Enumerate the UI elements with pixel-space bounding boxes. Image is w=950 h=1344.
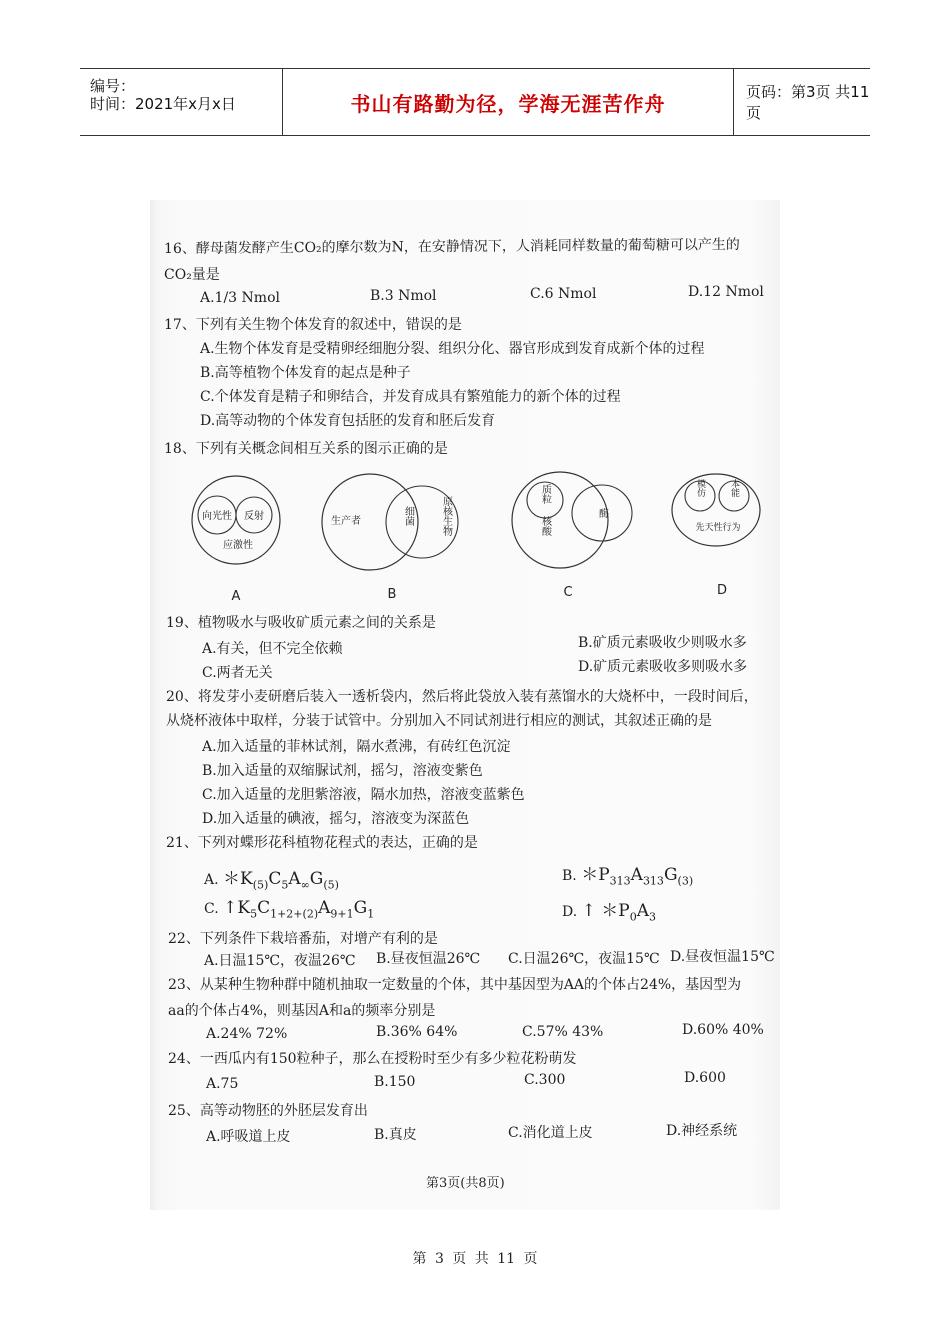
q25-option-d: D.神经系统 [666,1123,738,1139]
q24-option-d: D.600 [684,1070,726,1086]
q21-formula-a: $*K_{(5)}C_5A_\infty G_{(5)}$ [223,869,339,892]
q25-stem: 25、高等动物胚的外胚层发育出 [168,1103,368,1119]
q20-option-a: A.加入适量的菲林试剂，隔水煮沸，有砖红色沉淀 [202,739,511,755]
serial-number-label: 编号： [90,77,136,95]
diagram-d [672,474,760,546]
diagram-d-outer: 先天性行为 [695,523,741,533]
q18-stem: 18、下列有关概念间相互关系的图示正确的是 [164,441,448,457]
diagram-c-right: 酶 [599,509,609,520]
q23-option-c: C.57% 43% [522,1024,604,1040]
diagram-c-inner: 质粒 [539,484,551,504]
date-label: 时间：2021年x月x日 [90,95,236,113]
q19-option-d: D.矿质元素吸收多则吸水多 [578,659,748,675]
q24-stem: 24、一西瓜内有150粒种子，那么在授粉时至少有多少粒花粉萌发 [168,1051,577,1067]
q17-option-c: C.个体发育是精子和卵结合，并发育成具有繁殖能力的新个体的过程 [200,389,621,405]
q21-option-c [204,898,374,920]
diagram-b-right: 原核生物 [440,496,452,536]
q23-option-b: B.36% 64% [376,1024,458,1040]
scan-page-footer: 第3页(共8页) [426,1176,505,1191]
header-motto-cell [282,69,734,135]
q21-formula-c: $↑K_5C_{1+2+(2)}A_{9+1}G_1$ [223,898,375,921]
q23-option-a: A.24% 72% [206,1026,288,1042]
diagram-a-outer: 应激性 [223,540,253,551]
q23-stem-line1: 23、从某种生物种群中随机抽取一定数量的个体，其中基因型为AA的个体占24%，基因型为 [168,977,742,993]
q25-option-c: C.消化道上皮 [508,1125,593,1141]
diagram-d-left: 模仿 [695,479,705,497]
q23-stem-line2: aa的个体占4%，则基因A和a的频率分别是 [168,1003,436,1019]
q21-option-b-label: B. [562,868,577,884]
q22-option-a: A.日温15℃，夜温26℃ [204,953,356,969]
q21-stem: 21、下列对蝶形花科植物花程式的表达，正确的是 [166,835,478,851]
q25-option-b: B.真皮 [374,1127,417,1143]
q16-stem-line2: CO₂量是 [164,267,220,283]
q20-option-d: D.加入适量的碘液，摇匀，溶液变为深蓝色 [202,811,470,827]
q19-option-b: B.矿质元素吸收少则吸水多 [578,635,747,651]
q19-stem: 19、植物吸水与吸收矿质元素之间的关系是 [166,615,436,631]
q24-option-c: C.300 [524,1072,566,1088]
diagram-c-label: C [563,585,573,600]
q21-option-c-label: C. [204,901,219,917]
diagram-a [192,476,280,564]
q24-option-b: B.150 [374,1074,416,1090]
scanned-exam-page [150,200,780,1210]
diagram-a-left: 向光性 [202,511,232,522]
q16-option-b: B.3 Nmol [370,288,437,304]
q21-option-d [562,896,656,923]
q17-stem: 17、下列有关生物个体发育的叙述中，错误的是 [164,317,462,333]
motto-text: 书山有路勤为径，学海无涯苦作舟 [350,91,666,116]
diagram-b-label: B [387,587,397,602]
q22-stem: 22、下列条件下栽培番茄，对增产有利的是 [168,931,438,947]
q21-option-d-label: D. [562,904,578,920]
document-header [80,68,870,136]
q20-stem-line1: 20、将发芽小麦研磨后装入一透析袋内，然后将此袋放入装有蒸馏水的大烧杯中，一段时间后， [166,689,758,705]
q16-option-c: C.6 Nmol [530,286,597,302]
q20-option-b: B.加入适量的双缩脲试剂，摇匀，溶液变紫色 [202,763,483,779]
q22-option-b: B.昼夜恒温26℃ [376,951,481,967]
q16-stem-line1: 16、酵母菌发酵产生CO₂的摩尔数为N，在安静情况下，人消耗同样数量的葡萄糖可以产生的 [163,236,740,258]
q22-option-c: C.日温26℃，夜温15℃ [508,951,660,967]
diagram-b [322,474,458,570]
q23-option-d: D.60% 40% [682,1022,764,1038]
diagram-a-right: 反射 [244,511,264,522]
q21-option-b [562,860,693,887]
q16-option-a: A.1/3 Nmol [200,290,280,306]
q22-option-d: D.昼夜恒温15℃ [670,949,775,965]
header-meta-cell [80,69,282,135]
q17-option-b: B.高等植物个体发育的起点是种子 [200,365,411,381]
diagram-b-middle: 细菌 [402,506,414,526]
q21-formula-d: ↑ $*P_0A_3$ [581,901,657,924]
diagram-c-outer: 核酸 [539,516,551,536]
diagram-c [512,472,632,568]
q17-option-d: D.高等动物的个体发育包括胚的发育和胚后发育 [200,413,496,429]
page-code: 页码：第3页 共11页 [746,83,870,122]
diagram-b-left: 生产者 [331,516,361,527]
q16-option-d: D.12 Nmol [688,284,764,300]
diagram-d-label: D [716,583,728,598]
header-page-cell [734,69,870,135]
q19-option-a: A.有关，但不完全依赖 [202,641,343,657]
q21-option-a [204,864,339,891]
diagram-a-label: A [231,589,241,604]
q21-option-a-label: A. [204,872,219,888]
q18-diagrams [150,468,780,608]
q20-option-c: C.加入适量的龙胆紫溶液，隔水加热，溶液变蓝紫色 [202,787,525,803]
q24-option-a: A.75 [206,1076,239,1092]
q21-formula-b: $*P_{313}A_{313}G_{(3)}$ [581,865,694,888]
q25-option-a: A.呼吸道上皮 [206,1129,291,1145]
q19-option-c: C.两者无关 [202,665,273,681]
q17-option-a: A.生物个体发育是受精卵经细胞分裂、组织分化、器官形成到发育成新个体的过程 [200,341,705,357]
q20-stem-line2: 从烧杯液体中取样，分装于试管中。分别加入不同试剂进行相应的测试，其叙述正确的是 [166,713,712,729]
page-footer: 第 3 页 共 11 页 [412,1251,538,1267]
diagram-d-right: 本能 [729,479,739,497]
